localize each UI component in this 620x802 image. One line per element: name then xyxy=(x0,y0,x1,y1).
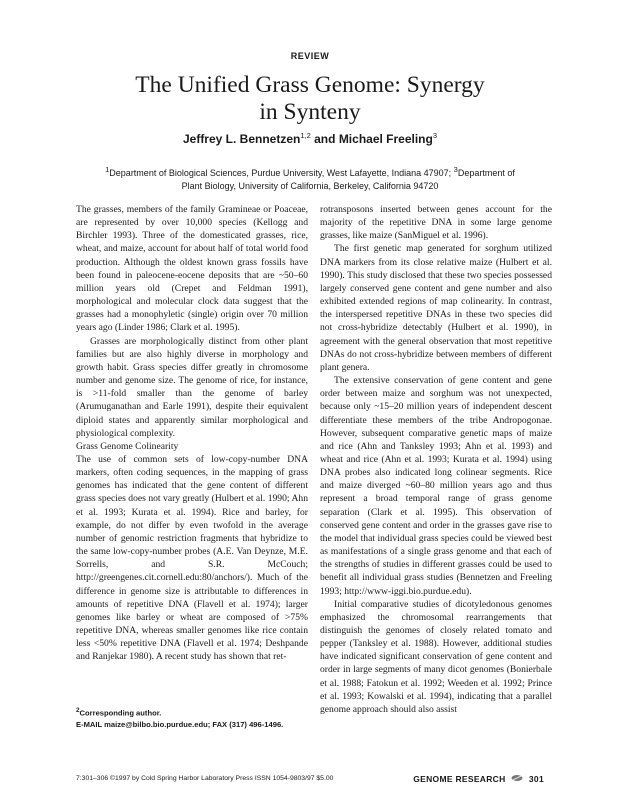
corresponding-author-footnote xyxy=(76,705,308,730)
affiliation-line xyxy=(75,163,545,180)
author-name: Jeffrey L. Bennetzen xyxy=(182,132,301,146)
page-footer xyxy=(76,775,544,787)
body-paragraph: The first genetic map generated for sorghum utilized DNA markers from its close relative maize (Hulbert et al. 1990). This study disclosed that these two species possessed largely conserved gene content and gene number and also exhibited extended regions of map colinearity. In contrast, the interspersed repetitive DNAs in these two species did not cross-hybridize detectably (Hulbert et al. 1990), in agreement with the general observation that most repetitive DNAs do not cross-hybridize between members of different plant genera. xyxy=(320,243,552,373)
body-paragraph: rotransposons inserted between genes account for the majority of the repetitive DNA in some large genome grasses, like maize (SanMiguel et al. 1996). xyxy=(320,204,552,242)
left-column xyxy=(76,203,308,663)
title-line-1: The Unified Grass Genome: Synergy xyxy=(135,72,485,98)
footnote-mark: 2 xyxy=(76,707,80,714)
affiliation-mark: 3 xyxy=(453,165,458,174)
journal-page-label xyxy=(413,774,544,785)
affiliation-text: Department of xyxy=(457,168,515,178)
body-paragraph: The use of common sets of low-copy-number DNA markers, often coding sequences, in the mapping of grass genomes has indicated that the gene content of different grass species does not vary greatly (Hulbert et al. 1990; Ahn et al. 1993; Kurata et al. 1994). Rice and barley, for example, do not differ by even twofold in the average number of genomic restriction fragments that hybridize to the same low-copy-number probes (A.E. Van Deynze, M.E. Sorrells, and S.R. McCouch; http://greengenes.cit.cornell.edu:80/anchors/). Much of the difference in genome size is attributable to differences in amounts of repetitive DNA (Flavell et al. 1974); larger genomes like barley or wheat are composed of >75% repetitive DNA, whereas smaller genomes like rice contain less <50% repetitive DNA (Flavell et al. 1974; Deshpande and Ranjekar 1980). A recent study has shown that ret- xyxy=(76,453,308,663)
author-affiliation-mark: 3 xyxy=(432,131,438,140)
author-affiliation-mark: 1,2 xyxy=(300,131,311,140)
page-number: 301 xyxy=(528,774,544,784)
body-paragraph: The extensive conservation of gene content and gene order between maize and sorghum was not unexpected, because only ~15–20 million years of independent descent differentiate these members of the tribe Andropogonae. However, subsequent comparative genetic maps of maize and rice (Ahn and Tanksley 1993; Ahn et al. 1993) and wheat and rice (Ahn et al. 1993; Kurata et al. 1994) using DNA probes also indicated long colinear segments. Rice and maize diverged ~60–80 million years ago and thus represent a broad temporal range of grass genome separation (Clark et al. 1995). This observation of conserved gene content and order in the grasses gave rise to the model that individual grass species could be viewed best as manifestations of a single grass genome and that each of the strengths of studies in different grasses could be used to benefit all individual grass studies (Bennetzen and Freeling 1993; http://www-iggi.bio.purdue.edu). xyxy=(320,375,552,597)
author-list xyxy=(0,131,620,146)
section-label: REVIEW xyxy=(290,51,330,61)
right-column xyxy=(320,203,552,716)
citation-line: 7:301–306 ©1997 by Cold Spring Harbor Laboratory Press ISSN 1054-9803/97 $5.00 xyxy=(76,775,334,782)
leaf-icon xyxy=(511,774,523,784)
author-name: Michael Freeling xyxy=(338,132,433,146)
footnote-text: Corresponding author. xyxy=(79,708,162,718)
body-paragraph: Grasses are morphologically distinct from other plant families but are also highly diverse in morphology and growth habit. Grass species differ greatly in chromosome number and genome size. The genome of rice, for instance, is >11-fold smaller than the genome of barley (Arumuganathan and Earle 1991), despite their equivalent diploid states and apparently similar morphological and physiological complexity. xyxy=(76,335,308,439)
affiliations xyxy=(75,163,545,193)
affiliation-mark: 1 xyxy=(105,165,110,174)
body-paragraph: The grasses, members of the family Gramineae or Poaceae, are represented by over 10,000 species (Kellogg and Birchler 1993). Three of the domesticated grasses, rice, wheat, and maize, account for about half of total world food production. Although the oldest known grass fossils have been found in paleocene-eocene deposits that are ~50–60 million years old (Crepet and Feldman 1991), morphological and molecular clock data suggest that the grasses had a monophyletic (single) origin over 70 million years ago (Linder 1986; Clark et al. 1995). xyxy=(76,204,308,334)
title-line-2: in Synteny xyxy=(259,99,361,125)
article-title xyxy=(60,72,560,126)
author-conjunction: and xyxy=(314,132,336,146)
body-paragraph: Initial comparative studies of dicotyledonous genomes emphasized the chromosomal rearrangements that distinguish the genomes of closely related tomato and pepper (Tanksley et al. 1988). However, additional studies have indicated significant conservation of gene content and order in large segments of many dicot genomes (Bonierbale et al. 1988; Fatokun et al. 1992; Weeden et al. 1992; Prince et al. 1993; Kowalski et al. 1994), indicating that a parallel genome approach should also assist xyxy=(320,598,552,715)
footnote-contact: E-MAIL maize@bilbo.bio.purdue.edu; FAX (317) 496-1496. xyxy=(76,719,284,729)
journal-name: GENOME RESEARCH xyxy=(413,774,506,784)
section-heading: Grass Genome Colinearity xyxy=(76,440,179,452)
affiliation-text: Department of Biological Sciences, Purdue University, West Lafayette, Indiana 47907; xyxy=(109,168,452,178)
affiliation-line: Plant Biology, University of California, Berkeley, California 94720 xyxy=(181,181,439,191)
footnote-line xyxy=(76,705,308,719)
